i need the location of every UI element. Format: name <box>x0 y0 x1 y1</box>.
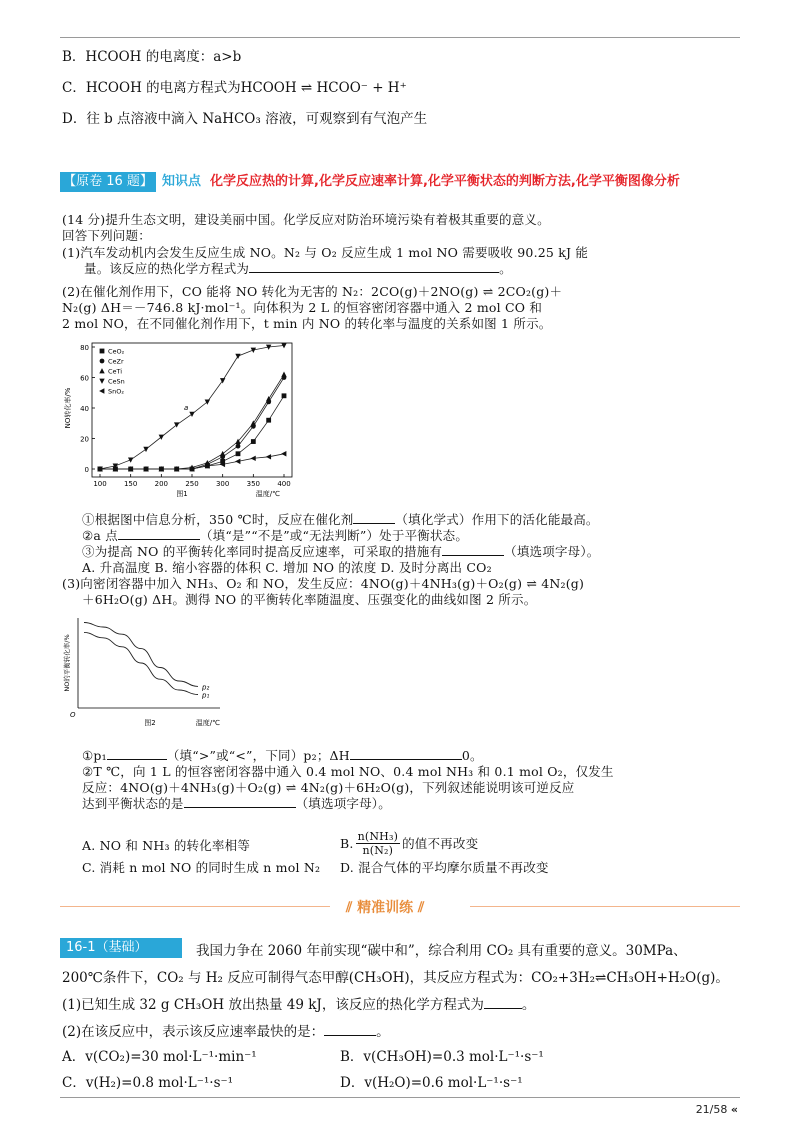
option-c: C．HCOOH 的电离方程式为HCOOH ⇌ HCOO⁻ + H⁺ <box>62 80 407 96</box>
x-tick-label: 100 <box>93 480 107 488</box>
data-point <box>100 349 105 354</box>
practice-option-a: A．v(CO₂)=30 mol·L⁻¹·min⁻¹ <box>62 1049 257 1065</box>
practice-line-4: (2)在该反应中，表示该反应速率最快的是： 。 <box>62 1024 390 1040</box>
knowledge-point-label: 知识点 <box>162 174 202 189</box>
bottom-rule <box>60 1097 740 1098</box>
answer-blank[interactable] <box>442 543 504 556</box>
q-line-3: (1)汽车发动机内会发生反应生成 NO。N₂ 与 O₂ 反应生成 1 mol NO 需要吸收 90.25 kJ 能 <box>62 245 589 260</box>
y-axis-label: NO转化率/% <box>64 387 72 429</box>
y-axis-label: NO的平衡转化率/% <box>63 634 71 692</box>
figure-1-chart <box>60 335 300 505</box>
data-point <box>281 451 286 456</box>
banner-title: ⫽ 精准训练 ⫽ <box>346 900 425 916</box>
data-point <box>189 412 194 417</box>
option-c-q3: C. 消耗 n mol NO 的同时生成 n mol N₂ <box>82 860 321 875</box>
legend-label: CeTi <box>108 367 123 376</box>
data-point <box>99 379 104 384</box>
q3-part-2-line-1: ②T ℃，向 1 L 的恒容密闭容器中通入 0.4 mol NO、0.4 mol NH₃ 和 0.1 mol O₂，仅发生 <box>82 764 614 779</box>
series-label: p₁ <box>202 691 210 700</box>
figure-2-chart <box>60 612 230 732</box>
page-number: 21/58 « <box>695 1103 738 1116</box>
practice-tag: 16-1（基础） <box>60 938 182 958</box>
data-point <box>282 393 287 398</box>
q-line-7: 2 mol NO，在不同催化剂作用下，t min 内 NO 的转化率与温度的关系如图 1 所示。 <box>62 316 552 331</box>
answer-blank[interactable] <box>350 747 462 760</box>
answer-blank[interactable] <box>324 1023 376 1036</box>
y-tick-label: 20 <box>80 435 89 444</box>
banner-left-line <box>60 906 330 907</box>
data-point <box>236 451 241 456</box>
chart-title: 图2 <box>144 719 156 727</box>
answer-blank[interactable] <box>184 795 296 808</box>
x-axis-label: 温度/℃ <box>195 719 220 727</box>
practice-line-2: 200℃条件下，CO₂ 与 H₂ 反应可制得气态甲醇(CH₃OH)，其反应方程式为：CO₂+3H₂⇌CH₃OH+H₂O(g)。 <box>62 970 729 986</box>
curve-1 <box>84 632 198 694</box>
series-line-1 <box>100 378 284 470</box>
x-tick-label: 350 <box>246 480 261 488</box>
data-point <box>281 372 286 377</box>
answer-blank[interactable] <box>353 511 395 524</box>
y-tick-label: 0 <box>84 466 89 474</box>
data-point <box>251 348 256 353</box>
practice-option-c: C．v(H₂)=0.8 mol·L⁻¹·s⁻¹ <box>62 1075 234 1091</box>
series-line-3 <box>100 346 284 470</box>
data-point <box>220 451 225 456</box>
data-point <box>99 368 104 373</box>
origin-label: O <box>70 711 76 719</box>
top-rule <box>60 37 740 38</box>
practice-line-3: (1)已知生成 32 g CH₃OH 放出热量 49 kJ，该反应的热化学方程式为 。 <box>62 997 536 1013</box>
data-point <box>100 359 105 364</box>
y-tick-label: 40 <box>80 405 89 413</box>
practice-option-b: B．v(CH₃OH)=0.3 mol·L⁻¹·s⁻¹ <box>340 1049 544 1065</box>
q2-part-3-options: A. 升高温度 B. 缩小容器的体积 C. 增加 NO 的浓度 D. 及时分离出 CO₂ <box>82 560 492 575</box>
annotation-a: a <box>184 404 189 413</box>
series-label: p₂ <box>202 683 210 692</box>
banner-right-line <box>470 906 740 907</box>
option-b: B．HCOOH 的电离度：a>b <box>62 49 242 65</box>
q2-part-3: ③为提高 NO 的平衡转化率同时提高反应速率，可采取的措施有 （填选项字母）。 <box>82 544 600 559</box>
y-tick-label: 80 <box>80 344 89 352</box>
legend-label: CeSn <box>108 377 125 386</box>
q3-part-1: ①p₁ （填“>”或“<”，下同）p₂；ΔH 0。 <box>82 748 483 763</box>
data-point <box>266 454 271 459</box>
data-point <box>236 444 241 449</box>
data-point <box>235 354 240 359</box>
q-line-6: N₂(g) ΔH＝－746.8 kJ·mol⁻¹。向体积为 2 L 的恒容密闭容器中通入 2 mol CO 和 <box>62 300 543 315</box>
x-tick-label: 300 <box>215 480 230 488</box>
answer-blank[interactable] <box>484 996 522 1009</box>
q-line-2: 回答下列问题： <box>62 228 151 243</box>
option-b-q3: B. n(NH₃) n(N₂) 的值不再改变 <box>340 829 479 857</box>
data-point <box>143 447 148 452</box>
q3-part-2-line-3: 达到平衡状态的是 （填选项字母）。 <box>82 796 391 811</box>
y-tick-label: 60 <box>80 374 89 383</box>
option-d-q3: D. 混合气体的平均摩尔质量不再改变 <box>340 860 549 875</box>
q-line-4: 量。该反应的热化学方程式为 。 <box>84 261 512 276</box>
q3-line-1: (3)向密闭容器中加入 NH₃、O₂ 和 NO，发生反应：4NO(g)＋4NH₃(g)＋O₂(g) ⇌ 4N₂(g) <box>62 576 585 591</box>
q-line-5: (2)在催化剂作用下，CO 能将 NO 转化为无害的 N₂：2CO(g)＋2NO(g) ⇌ 2CO₂(g)＋ <box>62 284 563 299</box>
data-point <box>235 459 240 464</box>
q3-line-2: ＋6H₂O(g) ΔH。测得 NO 的平衡转化率随温度、压强变化的曲线如图 2 所示。 <box>82 592 537 607</box>
option-a-q3: A. NO 和 NH₃ 的转化率相等 <box>82 838 251 853</box>
data-point <box>266 418 271 423</box>
knowledge-point-text: 化学反应热的计算,化学反应速率计算,化学平衡状态的判断方法,化学平衡图像分析 <box>210 174 680 189</box>
answer-blank[interactable] <box>107 747 167 760</box>
practice-line-1: 我国力争在 2060 年前实现“碳中和”，综合利用 CO₂ 具有重要的意义。30MPa、 <box>196 943 687 959</box>
original-question-tag: 【原卷 16 题】 <box>60 172 156 192</box>
x-tick-label: 200 <box>154 480 169 488</box>
x-tick-label: 150 <box>123 480 138 488</box>
data-point <box>128 457 133 462</box>
q-line-1: (14 分)提升生态文明，建设美丽中国。化学反应对防治环境污染有着极其重要的意义。 <box>62 212 550 227</box>
x-tick-label: 250 <box>185 480 199 488</box>
curve-0 <box>84 623 198 687</box>
practice-option-d: D．v(H₂O)=0.6 mol·L⁻¹·s⁻¹ <box>340 1075 523 1091</box>
q2-part-2: ②a 点 （填“是”“不是”或“无法判断”）处于平衡状态。 <box>82 528 469 543</box>
data-point <box>99 388 104 393</box>
data-point <box>251 439 256 444</box>
q3-part-2-line-2: 反应：4NO(g)＋4NH₃(g)＋O₂(g) ⇌ 4N₂(g)＋6H₂O(g)，下列叙述能说明该可逆反应 <box>82 780 575 795</box>
legend-label: CeO₂ <box>108 347 125 356</box>
x-axis-label: 温度/℃ <box>255 490 280 498</box>
answer-blank[interactable] <box>118 527 200 540</box>
legend-label: CeZr <box>108 357 124 366</box>
fraction: n(NH₃) n(N₂) <box>357 829 399 857</box>
answer-blank[interactable] <box>249 260 499 273</box>
option-d: D．往 b 点溶液中滴入 NaHCO₃ 溶液，可观察到有气泡产生 <box>62 111 428 127</box>
legend-label: SnO₂ <box>108 387 124 396</box>
data-point <box>174 422 179 427</box>
x-tick-label: 400 <box>277 480 291 488</box>
data-point <box>159 435 164 440</box>
chart-title: 图1 <box>176 490 188 498</box>
data-point <box>250 456 255 461</box>
data-point <box>205 400 210 405</box>
q2-part-1: ①根据图中信息分析，350 ℃时，反应在催化剂 （填化学式）作用下的活化能最高。 <box>82 512 599 527</box>
